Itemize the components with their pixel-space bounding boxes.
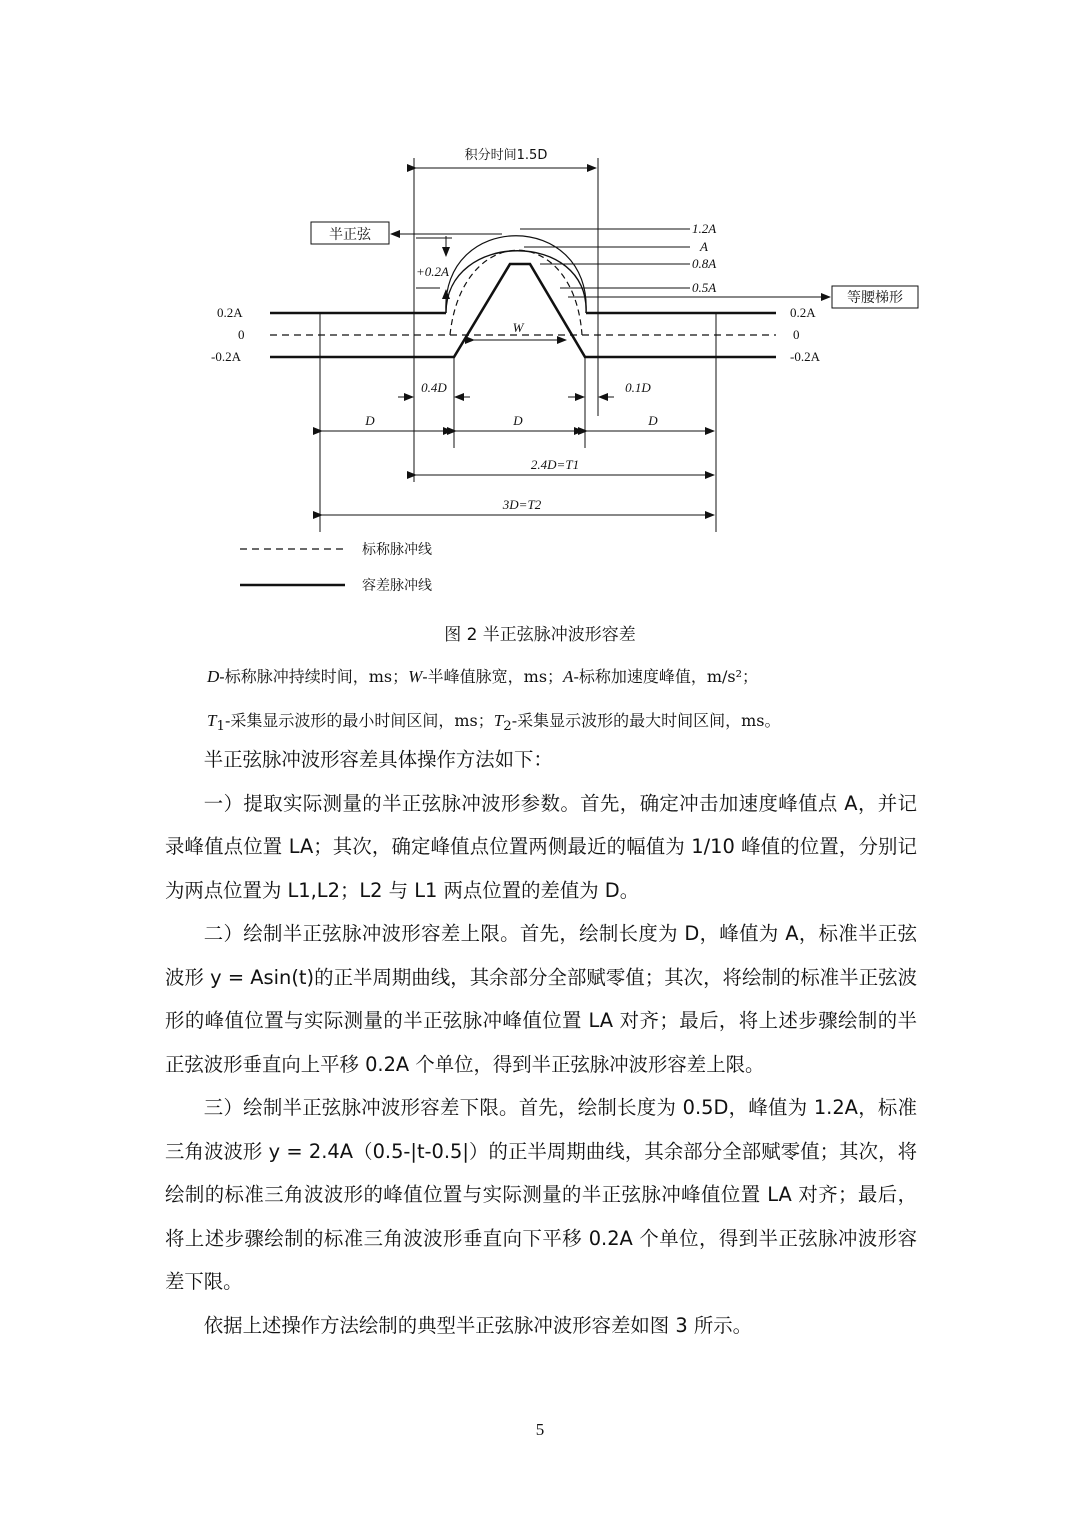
trapezoid-label: 等腰梯形 — [847, 290, 903, 306]
paragraph-step-2: 二）绘制半正弦脉冲波形容差上限。首先，绘制长度为 D，峰值为 A，标准半正弦波形 y = Asin(t)的正半周期曲线，其余部分全部赋零值；其次，将绘制的标准半正弦波形的峰值位置与实际测量的半正弦脉冲峰值位置 LA 对齐；最后，将上述步骤绘制的半正弦波形垂直向上平移 0.2A 个单位，得到半正弦脉冲波形容差上限。 — [165, 922, 917, 1076]
pulse-tolerance-diagram — [0, 0, 1080, 610]
offset-label: +0.2A — [416, 264, 449, 279]
left-level-02A: 0.2A — [217, 305, 243, 320]
definition-line-2: $T_1-$采集显示波形的最小时间区间，ms；$T_2-$采集显示波形的最大时间区间，ms。 — [207, 711, 781, 735]
left-level-m02A: -0.2A — [211, 349, 241, 364]
paragraph-conclusion: 依据上述操作方法绘制的典型半正弦脉冲波形容差如图 3 所示。 — [203, 1313, 753, 1337]
body-text — [165, 738, 917, 1347]
half-sine-label: 半正弦 — [329, 227, 371, 243]
d-label-3: D — [648, 413, 658, 428]
label-1.2A: 1.2A — [692, 221, 717, 236]
paragraph-step-3: 三）绘制半正弦脉冲波形容差下限。首先，绘制长度为 0.5D，峰值为 1.2A，标准三角波波形 y = 2.4A（0.5-|t-0.5|）的正半周期曲线，其余部分全部赋零值；其次，将绘制的标准三角波波形的峰值位置与实际测量的半正弦脉冲峰值位置 LA 对齐；最后，将上述步骤绘制的标准三角波波形垂直向下平移 0.2A 个单位，得到半正弦脉冲波形容差下限。 — [165, 1096, 917, 1293]
left-level-0: 0 — [238, 327, 245, 342]
t1-label: 2.4D=T1 — [530, 457, 580, 472]
t2-label: 3D=T2 — [502, 497, 542, 512]
label-0.5A: 0.5A — [692, 280, 717, 295]
upper-tol-arc — [446, 251, 586, 313]
label-0.8A: 0.8A — [692, 256, 717, 271]
page-number: 5 — [535, 1420, 545, 1439]
label-04D: 0.4D — [421, 380, 447, 395]
definition-line-1: D-标称脉冲持续时间，ms；W-半峰值脉宽，ms；A-标称加速度峰值，m/s²； — [207, 667, 759, 686]
d-label-2: D — [513, 413, 523, 428]
paragraph-intro: 半正弦脉冲波形容差具体操作方法如下： — [203, 748, 553, 771]
lower-tol-trapezoid — [270, 264, 776, 357]
legend-dashed-text: 标称脉冲线 — [362, 542, 432, 558]
integration-label: 积分时间1.5D — [464, 148, 548, 163]
d-label-1: D — [365, 413, 375, 428]
paragraph-step-1: 一）提取实际测量的半正弦脉冲波形参数。首先，确定冲击加速度峰值点 A，并记录峰值点位置 LA；其次，确定峰值点位置两侧最近的幅值为 1/10 峰值的位置，分别记为两点位置为 L1,L2；L2 与 L1 两点位置的差值为 D。 — [165, 791, 917, 902]
right-level-m02A: -0.2A — [790, 349, 820, 364]
label-A: A — [700, 239, 708, 254]
legend-solid-text: 容差脉冲线 — [362, 578, 432, 594]
right-level-0: 0 — [793, 327, 800, 342]
figure-caption: 图 2 半正弦脉冲波形容差 — [444, 625, 636, 645]
label-01D: 0.1D — [625, 380, 651, 395]
right-level-02A: 0.2A — [790, 305, 816, 320]
w-label: W — [512, 320, 524, 335]
